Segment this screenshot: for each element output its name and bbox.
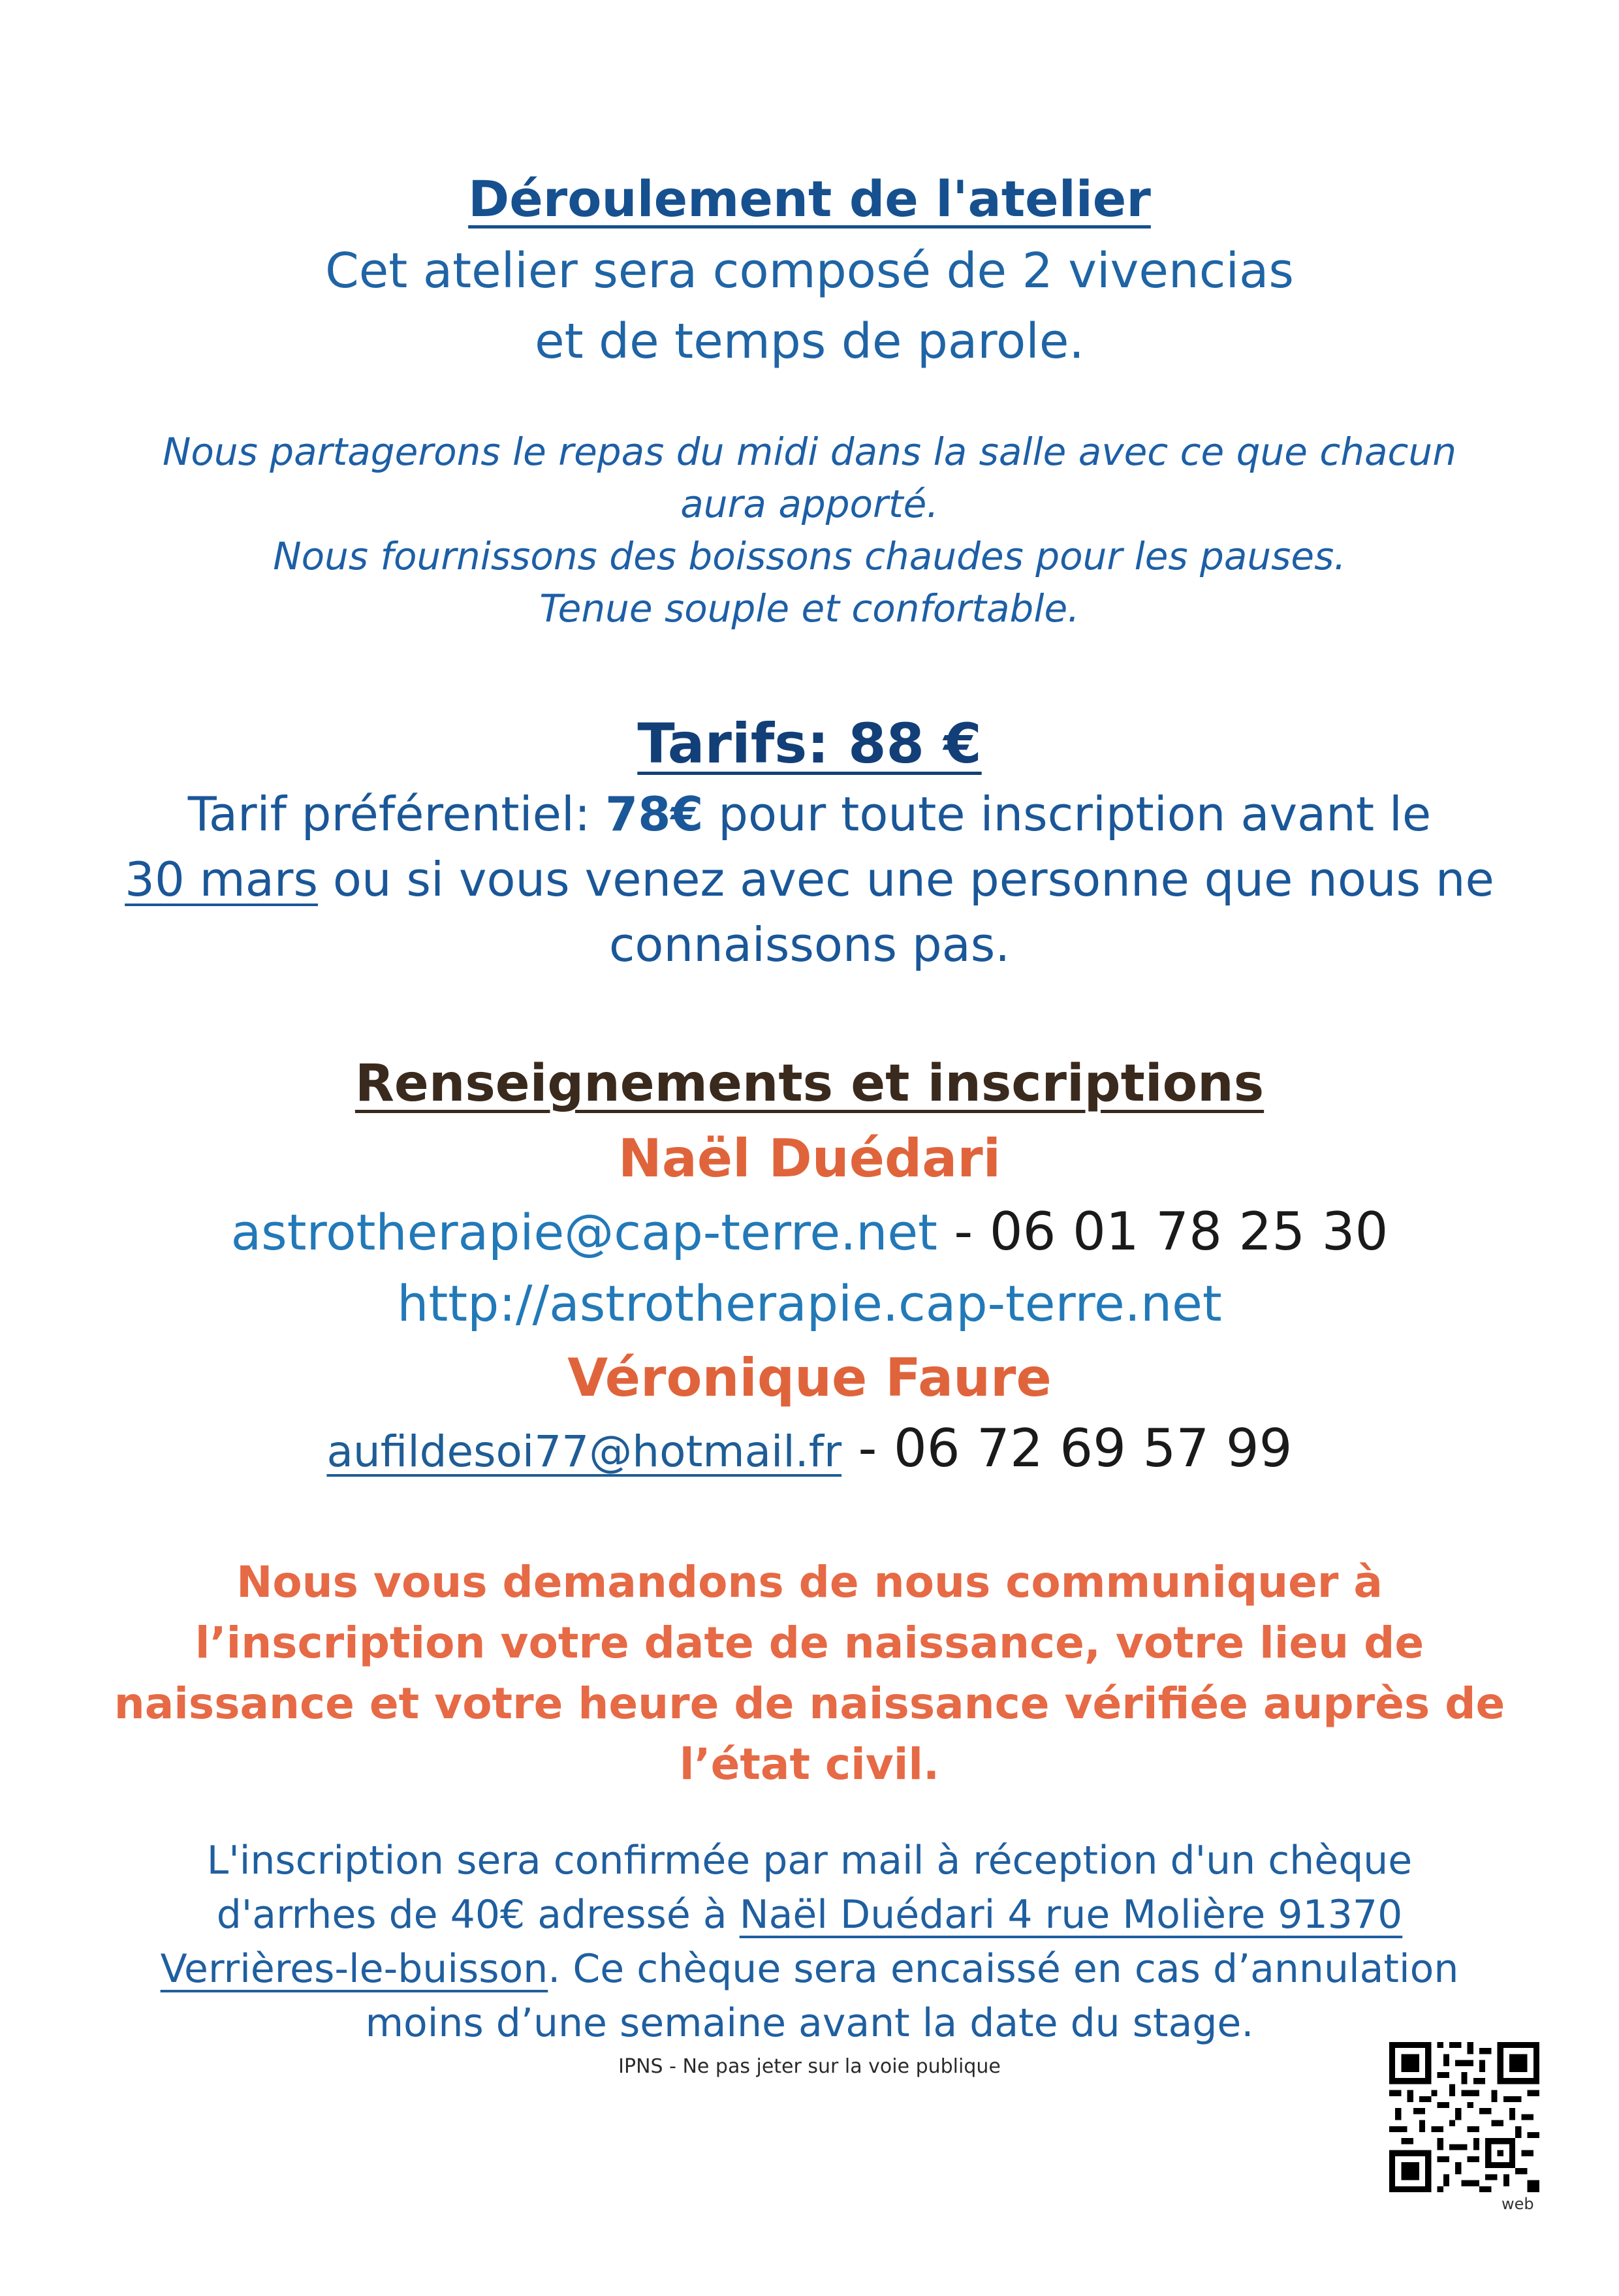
contact-phone-1: - 06 01 78 25 30 [937, 1201, 1389, 1262]
contact-name-1: Naël Duédari [618, 1128, 1001, 1189]
ipns-notice: IPNS - Ne pas jeter sur la voie publique [618, 2055, 1001, 2078]
tarif-pref-label: Tarif préférentiel: [187, 787, 606, 841]
confirmation-line-2-pre: d'arrhes de 40€ adressé à [216, 1892, 740, 1938]
confirmation-address-2: Verrières-le-buisson [160, 1946, 548, 1992]
confirmation-address-1: Naël Duédari 4 rue Molière 91370 [739, 1892, 1403, 1938]
contact-email-1[interactable]: astrotherapie@cap-terre.net [230, 1203, 937, 1261]
contact-phone-2: - 06 72 69 57 99 [841, 1418, 1293, 1479]
warning-line-1: Nous vous demandons de nous communiquer à [236, 1557, 1383, 1607]
contact-website[interactable]: http://astrotherapie.cap-terre.net [397, 1274, 1222, 1332]
tarif-pref-rest: pour toute inscription avant le [703, 787, 1432, 841]
warning-line-4: l’état civil. [679, 1739, 940, 1789]
tarif-pref-price: 78€ [605, 787, 704, 841]
tarif-date: 30 mars [125, 852, 319, 907]
atelier-line-2: et de temps de parole. [535, 313, 1084, 370]
confirmation-line-4: moins d’une semaine avant la date du stage. [365, 2000, 1254, 2046]
qr-caption: web [1501, 2195, 1534, 2213]
note-line-2: aura apporté. [680, 482, 939, 526]
confirmation-line-3 [0, 1946, 1619, 1992]
qr-code-graphic [1389, 2042, 1539, 2192]
tarif-line-2 [0, 852, 1619, 907]
confirmation-line-2 [0, 1892, 1619, 1938]
contact-2-email-phone [0, 1418, 1619, 1479]
contact-email-2[interactable]: aufildesoi77@hotmail.fr [326, 1426, 842, 1477]
contact-1-email-phone [0, 1201, 1619, 1262]
warning-line-2: l’inscription votre date de naissance, votre lieu de [195, 1618, 1424, 1668]
atelier-line-1: Cet atelier sera composé de 2 vivencias [325, 243, 1294, 299]
tarifs-heading: Tarifs: 88 € [637, 712, 982, 776]
atelier-heading: Déroulement de l'atelier [468, 170, 1151, 228]
contact-heading: Renseignements et inscriptions [354, 1054, 1265, 1113]
qr-code-icon[interactable] [1389, 2042, 1539, 2192]
note-line-3: Nous fournissons des boissons chaudes pour les pauses. [273, 534, 1346, 578]
tarif-line-3: connaissons pas. [608, 917, 1011, 972]
contact-name-2: Véronique Faure [567, 1347, 1052, 1408]
tarif-pref-line [0, 787, 1619, 841]
confirmation-line-3-rest: . Ce chèque sera encaissé en cas d’annulation [548, 1946, 1459, 1992]
confirmation-line-1: L'inscription sera confirmée par mail à réception d'un chèque [206, 1838, 1413, 1883]
note-line-1: Nous partagerons le repas du midi dans la salle avec ce que chacun [163, 430, 1456, 474]
tarif-line-2-rest: ou si vous venez avec une personne que nous ne [318, 852, 1494, 907]
note-line-4: Tenue souple et confortable. [539, 586, 1080, 631]
warning-line-3: naissance et votre heure de naissance vérifiée auprès de [114, 1678, 1505, 1729]
